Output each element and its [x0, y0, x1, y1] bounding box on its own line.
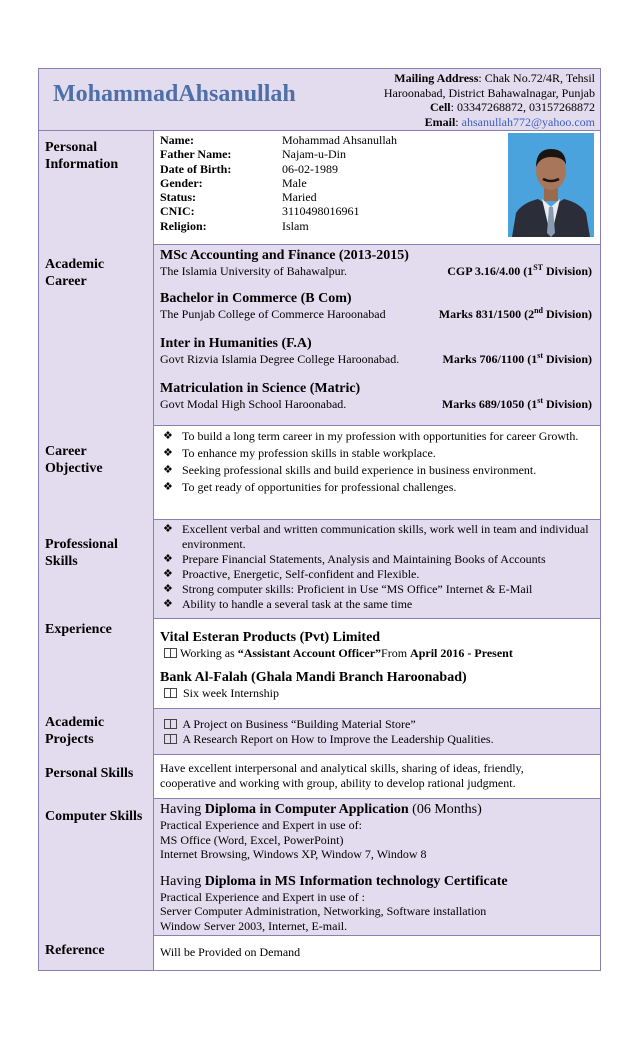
- label-personal-information: Personal Information: [45, 140, 119, 172]
- job-1-line: Working as “Assistant Account Officer”From April 2016 - Present: [154, 646, 600, 661]
- academic-career-section: [154, 245, 600, 426]
- degree-msc: MSc Accounting and Finance (2013-2015) The Islamia University of Bahawalpur. CGP 3.16/4.00 (1ST Division): [160, 248, 592, 278]
- list-item: ❖ To build a long term career in my profession with opportunities for career Growth.: [163, 429, 579, 443]
- contact-block: Mailing Address: Chak No.72/4R, Tehsil Haroonabad, District Bahawalnagar, Punjab Cell: 03347268872, 03157268872 Email: ahsanullah772@yahoo.com: [355, 71, 595, 129]
- label-reference: Reference: [45, 943, 105, 958]
- email-link[interactable]: ahsanullah772@yahoo.com: [461, 114, 595, 129]
- list-item: ❖ Ability to handle a several task at the same time: [163, 597, 413, 611]
- label-computer-skills: Computer Skills: [45, 809, 143, 824]
- skills-list: [154, 522, 600, 612]
- career-objective-section: [154, 426, 600, 520]
- resume: [38, 68, 601, 971]
- reference-text: Will be Provided on Demand: [160, 945, 301, 959]
- candidate-name: MohammadAhsanullah: [53, 81, 296, 107]
- mailing-label: Mailing Address: [394, 71, 479, 85]
- info-row-gender: Gender: Male: [160, 175, 307, 190]
- diploma-2-line-1: Practical Experience and Expert in use of :: [160, 889, 365, 904]
- book-icon: [164, 648, 177, 658]
- profile-photo: [508, 133, 594, 237]
- mailing-value: : Chak No.72/4R, Tehsil: [478, 71, 595, 85]
- section-labels: [39, 131, 154, 970]
- experience-section: [154, 619, 600, 709]
- diamond-bullet-icon: ❖: [163, 583, 173, 595]
- diamond-bullet-icon: ❖: [163, 598, 173, 610]
- info-row-status: Status: Maried: [160, 190, 317, 205]
- job-1-title: Vital Esteran Products (Pvt) Limited: [160, 630, 381, 645]
- book-icon: [164, 734, 177, 744]
- book-icon: [164, 719, 177, 729]
- list-item: ❖ Strong computer skills: Proficient in Use “MS Office” Internet & E-Mail: [163, 582, 533, 596]
- degree-fa: Inter in Humanities (F.A) Govt Rizvia Islamia Degree College Haroonabad. Marks 706/1100 (1st Division): [160, 336, 592, 366]
- personal-skills-text: Have excellent interpersonal and analytical skills, sharing of ideas, friendly, cooperative and working with group, ability to develop rational judgment.: [160, 761, 524, 790]
- list-item: ❖ To enhance my profession skills in stable workplace.: [163, 446, 436, 460]
- diamond-bullet-icon: ❖: [163, 481, 173, 493]
- reference-section: [154, 936, 600, 970]
- job-2-title: Bank Al-Falah (Ghala Mandi Branch Haroonabad): [160, 670, 467, 685]
- job-2-line: Six week Internship: [154, 686, 600, 701]
- diamond-bullet-icon: ❖: [163, 447, 173, 459]
- mailing-value-2: Haroonabad, District Bahawalnagar, Punjab: [383, 85, 595, 100]
- info-row-father: Father Name: Najam-u-Din: [160, 147, 346, 162]
- diamond-bullet-icon: ❖: [163, 568, 173, 580]
- list-item: ❖ Prepare Financial Statements, Analysis and Maintaining Books of Accounts: [163, 552, 546, 566]
- diamond-bullet-icon: ❖: [163, 553, 173, 565]
- diploma-1-heading: Having Diploma in Computer Application (06 Months): [160, 802, 482, 817]
- list-item: A Research Report on How to Improve the Leadership Qualities.: [154, 732, 600, 747]
- diamond-bullet-icon: ❖: [163, 430, 173, 442]
- cell-label: Cell: [429, 100, 451, 114]
- diploma-1-line-3: Internet Browsing, Windows XP, Window 7, Window 8: [160, 847, 427, 861]
- info-row-dob: Date of Birth: 06-02-1989: [160, 161, 338, 176]
- info-row-cnic: CNIC: 3110498016961: [160, 204, 360, 219]
- book-icon: [164, 688, 177, 698]
- objective-list: [154, 429, 600, 495]
- email-label: Email: [424, 114, 456, 129]
- cell-value: : 03347268872, 03157268872: [450, 100, 595, 114]
- label-career-objective: Career Objective: [45, 444, 103, 476]
- diploma-2-line-3: Window Server 2003, Internet, E-mail.: [160, 918, 348, 933]
- personal-information-section: [154, 131, 600, 245]
- list-item: ❖ Excellent verbal and written communication skills, work well in team and individual environment.: [163, 522, 589, 551]
- label-academic-career: Academic Career: [45, 257, 105, 289]
- resume-header: [39, 69, 600, 131]
- diploma-2-heading: Having Diploma in MS Information technology Certificate: [160, 873, 508, 889]
- label-professional-skills: Professional Skills: [45, 537, 118, 569]
- personal-skills-section: [154, 755, 600, 799]
- list-item: A Project on Business “Building Material Store”: [154, 717, 600, 732]
- person-photo-icon: [508, 133, 594, 237]
- info-row-name: Name: Mohammad Ahsanullah: [160, 133, 397, 147]
- list-item: ❖ Proactive, Energetic, Self-confident and Flexible.: [163, 567, 420, 581]
- degree-matric: Matriculation in Science (Matric) Govt Modal High School Haroonabad. Marks 689/1050 (1st Division): [160, 381, 592, 411]
- info-row-religion: Religion: Islam: [160, 218, 309, 233]
- professional-skills-section: [154, 520, 600, 619]
- list-item: ❖ To get ready of opportunities for professional challenges.: [163, 480, 457, 494]
- list-item: ❖ Seeking professional skills and build experience in business environment.: [163, 463, 537, 477]
- computer-skills-section: [154, 799, 600, 936]
- diamond-bullet-icon: ❖: [163, 464, 173, 476]
- label-academic-projects: Academic Projects: [45, 715, 105, 747]
- diploma-1-line-1: Practical Experience and Expert in use of:: [160, 818, 362, 832]
- diploma-1-line-2: MS Office (Word, Excel, PowerPoint): [160, 832, 344, 847]
- label-experience: Experience: [45, 622, 112, 637]
- academic-projects-section: [154, 709, 600, 755]
- degree-bcom: Bachelor in Commerce (B Com) The Punjab College of Commerce Haroonabad Marks 831/1500 (2nd Division): [160, 291, 592, 321]
- diamond-bullet-icon: ❖: [163, 523, 173, 535]
- diploma-2-line-2: Server Computer Administration, Networking, Software installation: [160, 904, 487, 918]
- label-personal-skills: Personal Skills: [45, 766, 134, 781]
